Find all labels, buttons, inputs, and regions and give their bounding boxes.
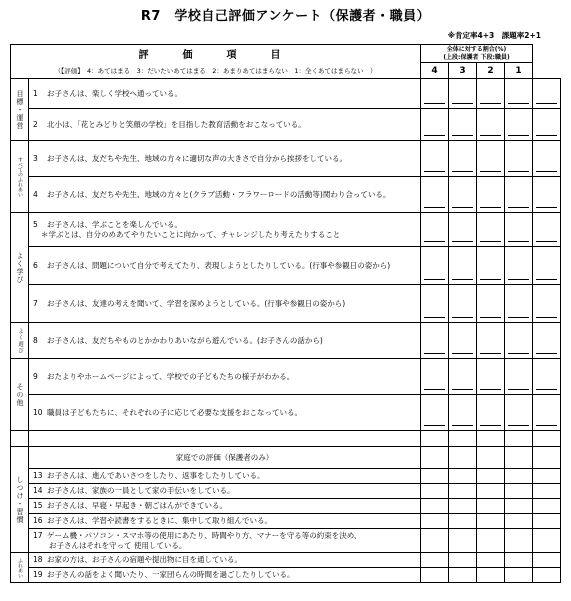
- answer-cell[interactable]: [505, 323, 533, 359]
- answer-cell[interactable]: [477, 529, 505, 553]
- table-row: [11, 499, 561, 514]
- answer-cell[interactable]: [505, 553, 533, 568]
- spacer-row: [11, 431, 561, 447]
- question-5: 5 お子さんは、学ぶことを楽しんでいる。 ＊学ぶとは、自分のめあてやりたいことに向かって、チャレンジしたり考えたりすること: [29, 213, 421, 247]
- answer-cell[interactable]: [477, 514, 505, 529]
- answer-cell[interactable]: [449, 359, 477, 395]
- question-15: 15 お子さんは、早寝・早起き・朝ごはんができている。: [29, 499, 421, 514]
- score-2-header: 2: [477, 63, 505, 79]
- header-title: 評 価 項 目: [11, 45, 421, 63]
- question-13: 13 お子さんは、進んであいさつをしたり、返事をしたりしている。: [29, 469, 421, 484]
- table-row: [11, 359, 561, 395]
- answer-cell[interactable]: [449, 247, 477, 285]
- table-row: [11, 514, 561, 529]
- legend-prefix: （: [54, 66, 61, 75]
- answer-cell[interactable]: [533, 499, 561, 514]
- answer-cell[interactable]: [421, 177, 449, 213]
- answer-cell[interactable]: [477, 568, 505, 583]
- answer-cell[interactable]: [421, 529, 449, 553]
- answer-cell[interactable]: [421, 568, 449, 583]
- answer-cell[interactable]: [477, 79, 505, 109]
- question-8: 8 お子さんは、友だちやものとかかわりあいながら遊んでいる。(お子さんの話から): [29, 323, 421, 359]
- answer-cell[interactable]: [449, 141, 477, 177]
- answer-cell[interactable]: [449, 109, 477, 141]
- answer-cell[interactable]: [477, 109, 505, 141]
- answer-cell[interactable]: [533, 213, 561, 247]
- ratio-line-1: 全体に対する割合(%): [446, 45, 507, 53]
- answer-cell[interactable]: [477, 285, 505, 323]
- answer-cell[interactable]: [421, 395, 449, 431]
- answer-cell[interactable]: [421, 499, 449, 514]
- answer-cell[interactable]: [533, 514, 561, 529]
- question-18: 18 お家の方は、お子さんの宿題や提出物に目を通している。: [29, 553, 421, 568]
- answer-cell[interactable]: [533, 553, 561, 568]
- answer-cell[interactable]: [533, 285, 561, 323]
- score-1-header: 1: [505, 63, 533, 79]
- answer-cell[interactable]: [477, 213, 505, 247]
- answer-cell[interactable]: [505, 213, 533, 247]
- category-habits: しつけ・習慣: [11, 447, 29, 553]
- answer-cell[interactable]: [477, 469, 505, 484]
- question-17: 17 ゲーム機・パソコン・スマホ等の使用にあたり、時間やり方、マナーを守る等の約束を決め、 お子さんはそれを守って 使用している。: [29, 529, 421, 553]
- answer-cell[interactable]: [533, 141, 561, 177]
- answer-cell[interactable]: [421, 359, 449, 395]
- answer-cell[interactable]: [421, 553, 449, 568]
- table-row: [11, 323, 561, 359]
- table-row: [11, 177, 561, 213]
- table-row: [11, 213, 561, 247]
- score-4-header: 4: [421, 63, 449, 79]
- answer-cell[interactable]: [505, 359, 533, 395]
- answer-cell[interactable]: [421, 285, 449, 323]
- table-row: [11, 109, 561, 141]
- score-3-header: 3: [449, 63, 477, 79]
- category-other: その他: [11, 359, 29, 431]
- answer-cell[interactable]: [449, 568, 477, 583]
- answer-cell[interactable]: [449, 553, 477, 568]
- answer-cell[interactable]: [533, 323, 561, 359]
- answer-cell[interactable]: [505, 395, 533, 431]
- answer-cell[interactable]: [505, 285, 533, 323]
- answer-cell[interactable]: [421, 141, 449, 177]
- answer-cell[interactable]: [449, 529, 477, 553]
- answer-cell[interactable]: [477, 141, 505, 177]
- answer-cell[interactable]: [477, 359, 505, 395]
- answer-cell[interactable]: [421, 323, 449, 359]
- answer-cell[interactable]: [477, 484, 505, 499]
- table-row: [11, 568, 561, 583]
- answer-cell[interactable]: [477, 499, 505, 514]
- answer-cell[interactable]: [449, 177, 477, 213]
- category-management: 目標・運営: [11, 79, 29, 141]
- answer-cell[interactable]: [449, 395, 477, 431]
- answer-cell[interactable]: [449, 323, 477, 359]
- answer-cell[interactable]: [533, 568, 561, 583]
- question-6: 6 お子さんは、問題について自分で考えてたり、表現しようとしたりしている。(行事や参観日の姿から): [29, 247, 421, 285]
- table-row: [11, 247, 561, 285]
- answer-cell[interactable]: [505, 141, 533, 177]
- answer-cell[interactable]: [505, 568, 533, 583]
- answer-cell[interactable]: [533, 177, 561, 213]
- answer-cell[interactable]: [533, 395, 561, 431]
- question-19: 19 お子さんの話をよく聞いたり、一家団らんの時間を過ごしたりしている。: [29, 568, 421, 583]
- answer-cell[interactable]: [421, 79, 449, 109]
- question-10: 10 職員は子どもたちに、それぞれの子に応じて必要な支援をおこなっている。: [29, 395, 421, 431]
- table-row: [11, 529, 561, 553]
- question-1: 1 お子さんは、楽しく学校へ通っている。: [29, 79, 421, 109]
- answer-cell[interactable]: [505, 529, 533, 553]
- answer-cell[interactable]: [477, 395, 505, 431]
- answer-cell[interactable]: [449, 499, 477, 514]
- answer-cell[interactable]: [421, 109, 449, 141]
- answer-cell[interactable]: [533, 529, 561, 553]
- answer-cell[interactable]: [449, 484, 477, 499]
- answer-cell[interactable]: [505, 469, 533, 484]
- survey-table: [10, 44, 561, 583]
- answer-cell[interactable]: [533, 359, 561, 395]
- category-learning: よく学び: [11, 213, 29, 323]
- ratio-header: [421, 45, 533, 63]
- answer-cell[interactable]: [421, 213, 449, 247]
- answer-cell[interactable]: [477, 177, 505, 213]
- answer-cell[interactable]: [533, 484, 561, 499]
- category-contact: ふれあい: [11, 553, 29, 583]
- question-2: 2 北小は、「花とみどりと笑顔の学校」を目指した教育活動をおこなっている。: [29, 109, 421, 141]
- table-row: [11, 285, 561, 323]
- table-row: [11, 469, 561, 484]
- answer-cell[interactable]: [449, 79, 477, 109]
- table-row: [11, 141, 561, 177]
- category-play: よく遊び: [11, 323, 29, 359]
- answer-cell[interactable]: [505, 514, 533, 529]
- answer-cell[interactable]: [505, 109, 533, 141]
- table-row: [11, 553, 561, 568]
- answer-cell[interactable]: [505, 247, 533, 285]
- category-greeting: すべてのふれあい: [11, 141, 29, 213]
- answer-cell[interactable]: [421, 484, 449, 499]
- ratio-line-2: (上段:保護者 下段:職員): [443, 53, 510, 61]
- answer-cell[interactable]: [477, 553, 505, 568]
- question-9: 9 おたよりやホームページによって、学校での子どもたちの様子がわかる。: [29, 359, 421, 395]
- question-4: 4 お子さんは、友だちや先生、地域の方々と(クラブ活動・フラワーロードの活動等)関わり合っている。: [29, 177, 421, 213]
- question-16: 16 お子さんは、学習や読書をするときに、集中して取り組んでいる。: [29, 514, 421, 529]
- table-row: [11, 484, 561, 499]
- answer-cell[interactable]: [449, 469, 477, 484]
- rating-legend: [11, 63, 421, 79]
- answer-cell[interactable]: [449, 213, 477, 247]
- page-title: R7 学校自己評価アンケート（保護者・職員）: [140, 9, 431, 24]
- answer-cell[interactable]: [421, 514, 449, 529]
- question-7: 7 お子さんは、友達の考えを聞いて、学習を深めようとしている。(行事や参観日の姿から): [29, 285, 421, 323]
- section-row: [11, 447, 561, 469]
- answer-cell[interactable]: [533, 247, 561, 285]
- answer-cell[interactable]: [477, 247, 505, 285]
- answer-cell[interactable]: [421, 469, 449, 484]
- answer-cell[interactable]: [505, 79, 533, 109]
- home-section-title: 家庭での評価（保護者のみ）: [29, 447, 421, 469]
- table-row: [11, 395, 561, 431]
- question-3: 3 お子さんは、友だちや先生、地域の方々に適切な声の大きさで自分から挨拶をしている。: [29, 141, 421, 177]
- answer-cell[interactable]: [449, 514, 477, 529]
- answer-cell[interactable]: [505, 177, 533, 213]
- answer-cell[interactable]: [449, 285, 477, 323]
- answer-cell[interactable]: [477, 323, 505, 359]
- rate-note: ※肯定率4+3 課題率2+1: [447, 31, 541, 40]
- answer-cell[interactable]: [533, 469, 561, 484]
- table-row: [11, 79, 561, 109]
- answer-cell[interactable]: [533, 109, 561, 141]
- answer-cell[interactable]: [533, 79, 561, 109]
- legend-text: 【評価】 4：あてはまる 3：だいたいあてはまる 2：あまりあてはまらない 1：全くあてはまらない ）: [60, 66, 377, 75]
- answer-cell[interactable]: [421, 247, 449, 285]
- answer-cell[interactable]: [505, 484, 533, 499]
- question-14: 14 お子さんは、家族の一員として家の手伝いをしている。: [29, 484, 421, 499]
- answer-cell[interactable]: [505, 499, 533, 514]
